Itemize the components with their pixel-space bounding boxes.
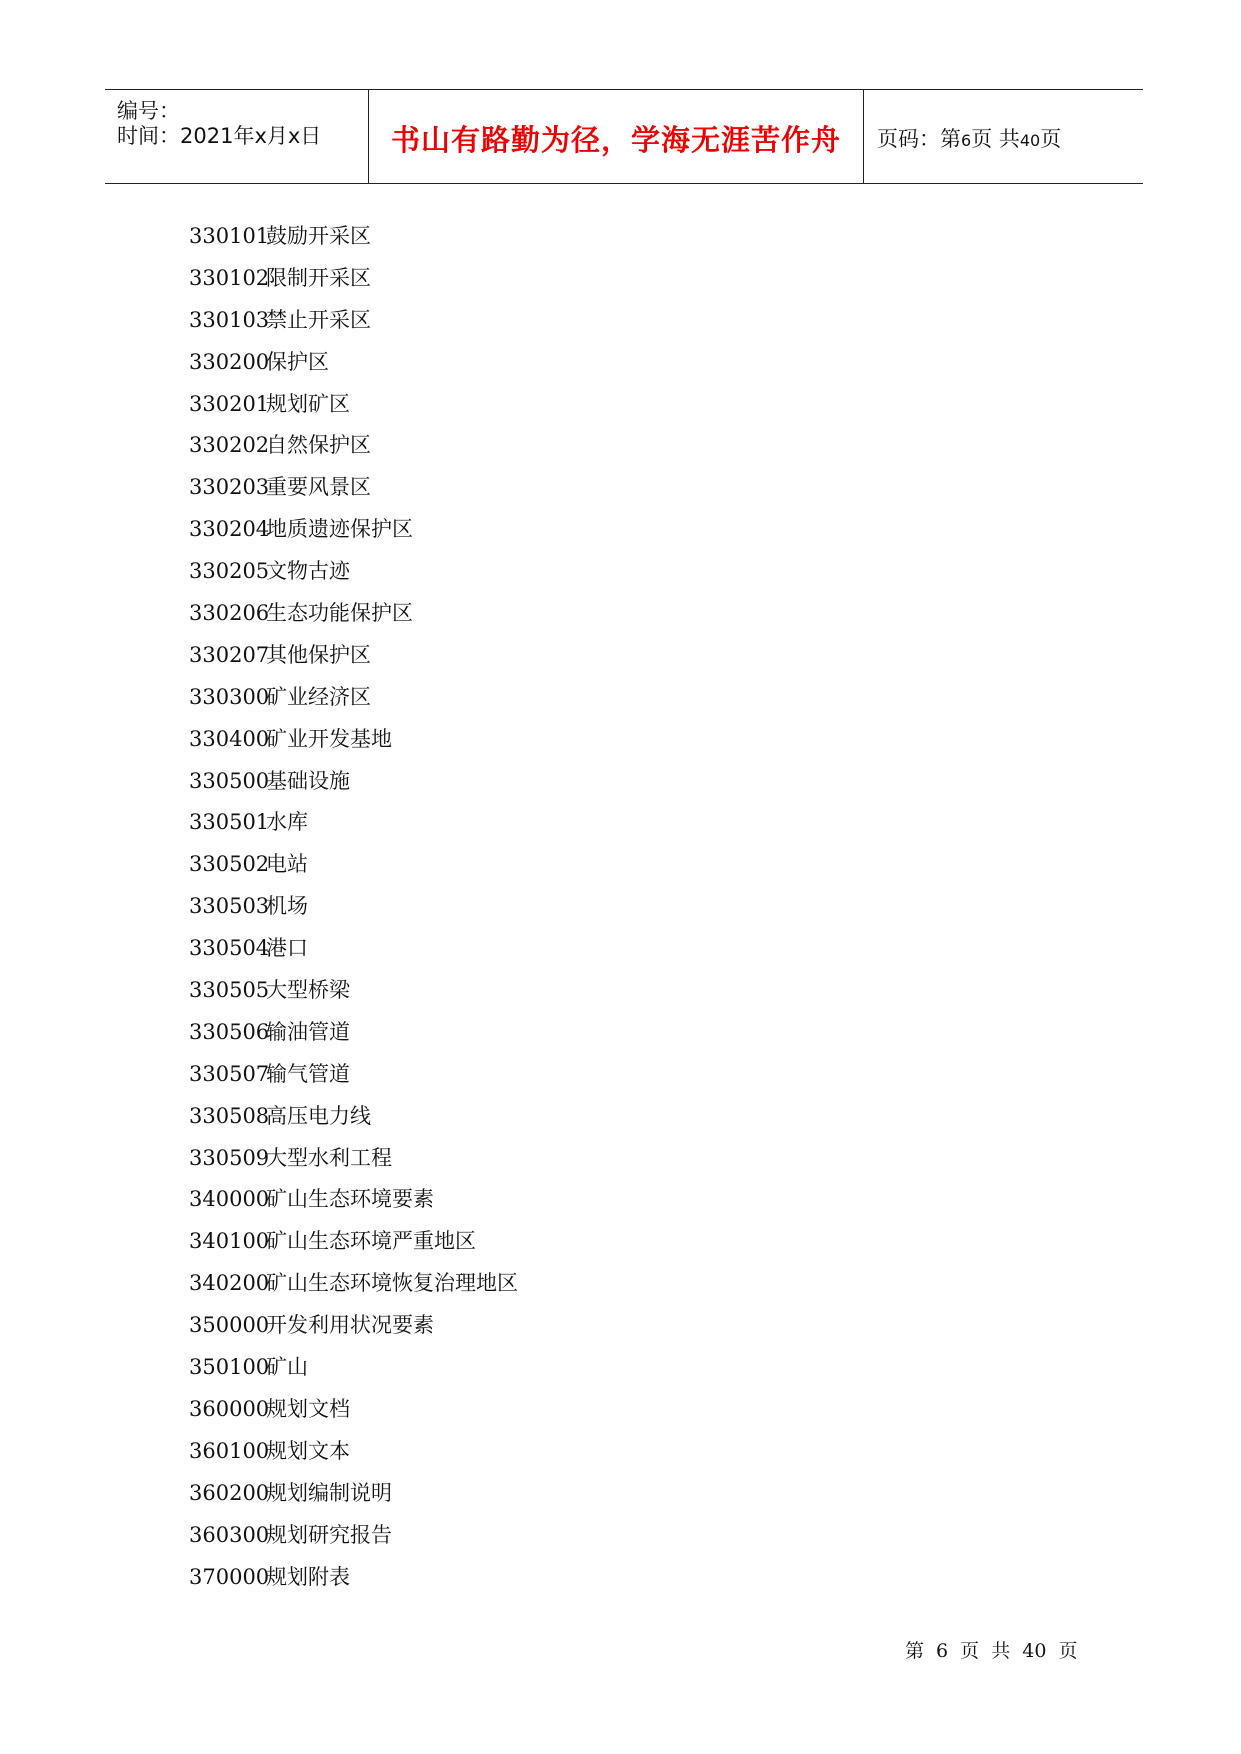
list-item [189, 761, 518, 803]
list-item [189, 509, 518, 551]
page-header [105, 89, 1143, 184]
list-item [189, 844, 518, 886]
item-code: 330300 [189, 684, 270, 709]
item-name: 机场 [266, 894, 308, 919]
item-code: 330504 [189, 936, 270, 961]
item-code: 330400 [189, 726, 270, 751]
list-item [189, 1054, 518, 1096]
item-name: 规划文本 [266, 1438, 350, 1463]
item-code: 340100 [189, 1229, 270, 1254]
list-item [189, 216, 518, 258]
item-name: 鼓励开采区 [266, 224, 371, 248]
item-name: 重要风景区 [266, 475, 371, 500]
page-total: 40 [1019, 131, 1041, 150]
header-page-cell [864, 90, 1143, 183]
item-name: 规划研究报告 [266, 1522, 392, 1547]
item-code: 330506 [189, 1019, 270, 1044]
list-item [189, 342, 518, 384]
item-code: 330508 [189, 1103, 270, 1128]
page-suffix: 页 [1040, 127, 1062, 151]
item-code: 330500 [189, 768, 270, 793]
item-name: 高压电力线 [266, 1103, 371, 1128]
code-list [189, 216, 518, 1598]
list-item [189, 1179, 518, 1221]
item-code: 330201 [189, 391, 270, 416]
list-item [189, 425, 518, 467]
item-code: 330202 [189, 433, 270, 458]
item-code: 370000 [189, 1564, 270, 1589]
item-code: 360200 [189, 1480, 270, 1505]
item-code: 330205 [189, 559, 270, 584]
list-item [189, 1138, 518, 1180]
page-footer: 第 6 页 共 40 页 [905, 1640, 1078, 1662]
list-item [189, 593, 518, 635]
item-code: 330102 [189, 265, 270, 290]
item-code: 330509 [189, 1145, 270, 1170]
list-item [189, 719, 518, 761]
list-item [189, 384, 518, 426]
item-name: 水库 [266, 810, 308, 835]
page-current: 6 [961, 131, 972, 150]
list-item [189, 258, 518, 300]
item-name: 文物古迹 [266, 559, 350, 584]
item-name: 矿山 [266, 1355, 308, 1380]
item-code: 360300 [189, 1522, 270, 1547]
list-item [189, 1557, 518, 1599]
item-code: 330505 [189, 978, 270, 1003]
list-item [189, 1305, 518, 1347]
item-name: 港口 [266, 936, 308, 961]
list-item [189, 551, 518, 593]
list-item [189, 1012, 518, 1054]
item-name: 规划附表 [266, 1564, 350, 1589]
item-name: 自然保护区 [266, 433, 371, 458]
page-mid: 页 共 [971, 127, 1020, 151]
item-code: 330503 [189, 894, 270, 919]
item-code: 350000 [189, 1313, 270, 1338]
list-item [189, 970, 518, 1012]
item-name: 限制开采区 [266, 265, 371, 290]
list-item [189, 928, 518, 970]
item-code: 360000 [189, 1396, 270, 1421]
item-name: 其他保护区 [266, 642, 371, 667]
item-code: 350100 [189, 1355, 270, 1380]
item-name: 矿山生态环境严重地区 [266, 1229, 476, 1254]
list-item [189, 802, 518, 844]
item-name: 规划矿区 [266, 391, 350, 416]
item-code: 330206 [189, 601, 270, 626]
item-name: 输油管道 [266, 1019, 350, 1044]
item-name: 禁止开采区 [266, 307, 371, 332]
list-item [189, 1221, 518, 1263]
list-item [189, 1347, 518, 1389]
item-code: 330502 [189, 852, 270, 877]
item-name: 大型水利工程 [266, 1145, 392, 1170]
page-prefix: 页码：第 [877, 127, 961, 151]
item-name: 基础设施 [266, 768, 350, 793]
header-page-info [877, 123, 1061, 153]
item-code: 360100 [189, 1438, 270, 1463]
list-item [189, 1431, 518, 1473]
header-motto-cell [369, 90, 864, 183]
item-code: 340200 [189, 1271, 270, 1296]
item-code: 330101 [189, 224, 270, 248]
item-code: 330204 [189, 517, 270, 542]
list-item [189, 1263, 518, 1305]
item-name: 大型桥梁 [266, 978, 350, 1003]
document-number-label: 编号： [117, 99, 180, 123]
item-name: 矿山生态环境要素 [266, 1187, 434, 1212]
item-name: 生态功能保护区 [266, 601, 413, 626]
item-code: 330103 [189, 307, 270, 332]
list-item [189, 467, 518, 509]
item-code: 330507 [189, 1061, 270, 1086]
item-name: 保护区 [266, 349, 329, 374]
item-name: 电站 [266, 852, 308, 877]
header-info-cell [105, 90, 369, 183]
list-item [189, 1389, 518, 1431]
list-item [189, 1096, 518, 1138]
item-name: 矿山生态环境恢复治理地区 [266, 1271, 518, 1296]
item-code: 330207 [189, 642, 270, 667]
item-name: 地质遗迹保护区 [266, 517, 413, 542]
document-time-label: 时间：2021年x月x日 [117, 124, 322, 148]
item-name: 规划文档 [266, 1396, 350, 1421]
item-name: 规划编制说明 [266, 1480, 392, 1505]
list-item [189, 635, 518, 677]
list-item [189, 300, 518, 342]
list-item [189, 1473, 518, 1515]
header-motto: 书山有路勤为径，学海无涯苦作舟 [390, 123, 841, 157]
list-item [189, 677, 518, 719]
list-item [189, 1515, 518, 1557]
item-name: 矿业经济区 [266, 684, 371, 709]
item-name: 输气管道 [266, 1061, 350, 1086]
item-name: 矿业开发基地 [266, 726, 392, 751]
item-code: 330200 [189, 349, 270, 374]
item-code: 340000 [189, 1187, 270, 1212]
item-name: 开发利用状况要素 [266, 1313, 434, 1338]
list-item [189, 886, 518, 928]
item-code: 330501 [189, 810, 270, 835]
item-code: 330203 [189, 475, 270, 500]
